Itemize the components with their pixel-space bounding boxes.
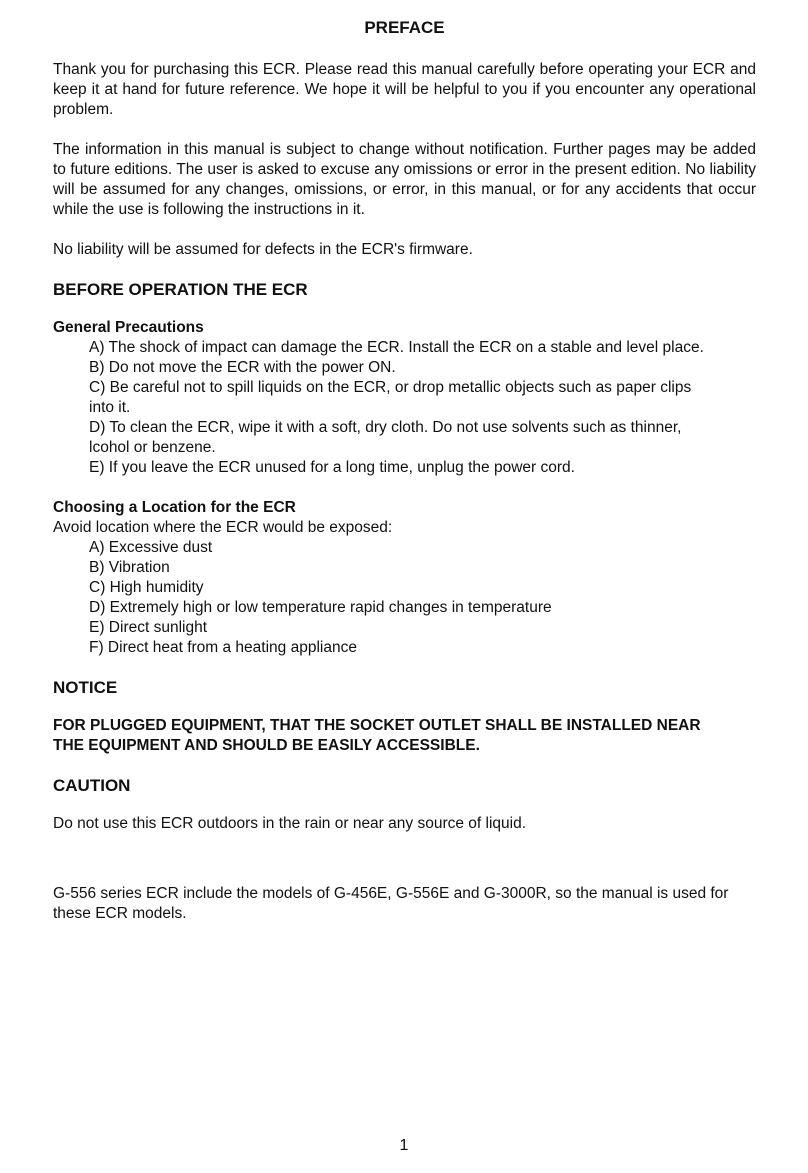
preface-paragraph-1: Thank you for purchasing this ECR. Please read this manual carefully before operating your ECR and keep it at hand for future reference. We hope it will be helpful to you if you encounter any operational problem. xyxy=(53,61,756,118)
list-item: F) Direct heat from a heating appliance xyxy=(89,639,357,656)
spacer xyxy=(53,302,756,318)
spacer xyxy=(53,700,756,716)
spacer xyxy=(53,120,756,140)
list-item: C) High humidity xyxy=(89,579,204,596)
section-heading-before-operation: BEFORE OPERATION THE ECR xyxy=(53,280,308,299)
spacer xyxy=(53,220,756,240)
precautions-list xyxy=(53,338,756,478)
section-heading-notice: NOTICE xyxy=(53,678,118,697)
notice-line-1: FOR PLUGGED EQUIPMENT, THAT THE SOCKET OUTLET SHALL BE INSTALLED NEAR xyxy=(53,717,701,734)
section-heading-caution: CAUTION xyxy=(53,776,131,795)
spacer xyxy=(53,834,756,884)
list-item-text: D) To clean the ECR, wipe it with a soft, dry cloth. Do not use solvents such as thinner, xyxy=(89,419,682,436)
list-item-text: C) Be careful not to spill liquids on the ECR, or drop metallic objects such as paper clips xyxy=(89,379,692,396)
subheading-choosing-location: Choosing a Location for the ECR xyxy=(53,499,296,516)
list-item xyxy=(89,338,756,358)
notice-line-2: THE EQUIPMENT AND SHOULD BE EASILY ACCESSIBLE. xyxy=(53,737,480,754)
list-item: A) Excessive dust xyxy=(89,539,213,556)
subheading-general-precautions: General Precautions xyxy=(53,319,204,336)
page-number: 1 xyxy=(399,1137,409,1154)
spacer xyxy=(53,756,756,774)
preface-paragraph-2: The information in this manual is subject to change without notification. Further pages may be added to future editions. The user is asked to excuse any omissions or error in the present edition. No liability will be assumed for any changes, omissions, or error, in this manual, or for any accidents that occur while the use is following the instructions in it. xyxy=(53,141,756,218)
list-item-continuation: lcohol or benzene. xyxy=(89,439,216,456)
list-item-continuation: into it. xyxy=(89,399,131,416)
spacer xyxy=(53,798,756,814)
manual-page xyxy=(53,16,756,924)
list-item-text: B) Do not move the ECR with the power ON. xyxy=(89,359,396,376)
page-title: PREFACE xyxy=(364,18,445,37)
list-item xyxy=(89,378,756,418)
location-intro: Avoid location where the ECR would be exposed: xyxy=(53,519,393,536)
list-item xyxy=(89,418,756,458)
list-item-text: E) If you leave the ECR unused for a long time, unplug the power cord. xyxy=(89,459,575,476)
spacer xyxy=(53,478,756,498)
spacer xyxy=(53,658,756,676)
location-list xyxy=(53,538,756,658)
list-item: B) Vibration xyxy=(89,559,170,576)
list-item: D) Extremely high or low temperature rapid changes in temperature xyxy=(89,599,552,616)
list-item xyxy=(89,458,756,478)
models-text: G-556 series ECR include the models of G-456E, G-556E and G-3000R, so the manual is used for these ECR models. xyxy=(53,885,729,922)
list-item xyxy=(89,358,756,378)
caution-text: Do not use this ECR outdoors in the rain or near any source of liquid. xyxy=(53,815,527,832)
preface-paragraph-3: No liability will be assumed for defects in the ECR's firmware. xyxy=(53,241,473,258)
list-item-text: A) The shock of impact can damage the ECR. Install the ECR on a stable and level place. xyxy=(89,339,704,356)
spacer xyxy=(53,260,756,278)
list-item: E) Direct sunlight xyxy=(89,619,208,636)
